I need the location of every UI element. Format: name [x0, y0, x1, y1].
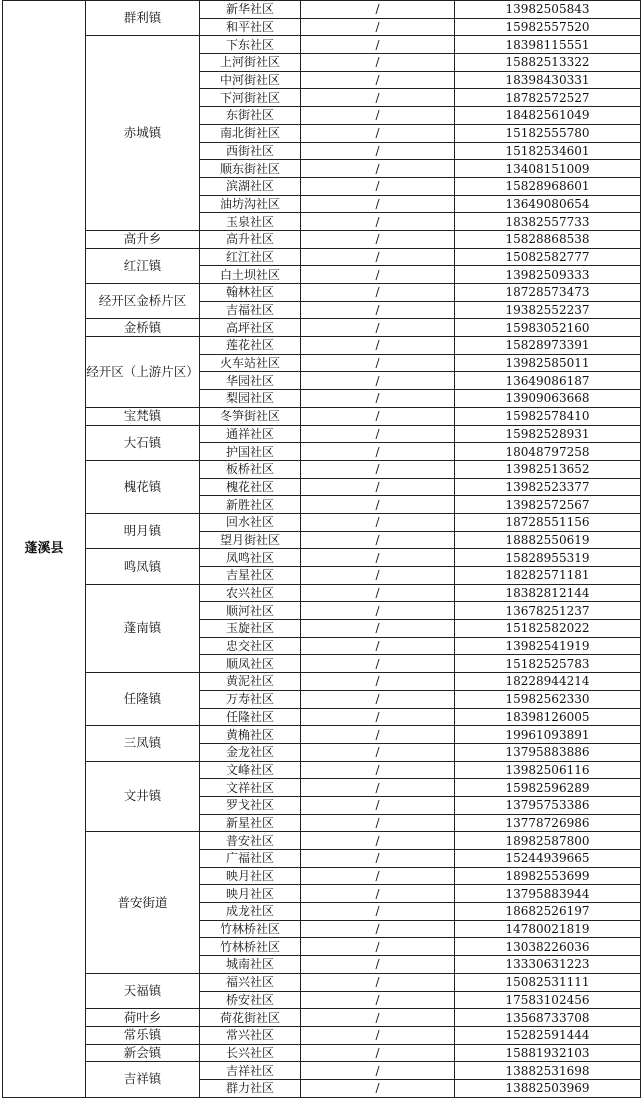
- phone-cell: 18782572527: [455, 89, 641, 107]
- community-cell: 新华社区: [200, 1, 301, 19]
- town-cell: 经开区金桥片区: [86, 284, 200, 319]
- slash-cell: /: [301, 885, 455, 903]
- community-cell: 梨园社区: [200, 390, 301, 408]
- phone-cell: 15828868538: [455, 230, 641, 248]
- phone-cell: 15983052160: [455, 319, 641, 337]
- community-cell: 黄泥社区: [200, 673, 301, 691]
- slash-cell: /: [301, 425, 455, 443]
- slash-cell: /: [301, 850, 455, 868]
- community-cell: 下东社区: [200, 36, 301, 54]
- community-cell: 城南社区: [200, 956, 301, 974]
- phone-cell: 18398126005: [455, 708, 641, 726]
- community-cell: 东街社区: [200, 107, 301, 125]
- slash-cell: /: [301, 390, 455, 408]
- table-row: [3, 248, 641, 266]
- slash-cell: /: [301, 354, 455, 372]
- community-cell: 竹林桥社区: [200, 920, 301, 938]
- slash-cell: /: [301, 655, 455, 673]
- table-row: [3, 284, 641, 302]
- town-cell: 高升乡: [86, 230, 200, 248]
- phone-cell: 15182555780: [455, 124, 641, 142]
- community-cell: 西街社区: [200, 142, 301, 160]
- community-cell: 文祥社区: [200, 779, 301, 797]
- slash-cell: /: [301, 1009, 455, 1027]
- community-cell: 顺东街社区: [200, 160, 301, 178]
- community-cell: 普安社区: [200, 832, 301, 850]
- town-cell: 宝梵镇: [86, 407, 200, 425]
- phone-cell: 13038226036: [455, 938, 641, 956]
- phone-cell: 13568733708: [455, 1009, 641, 1027]
- community-cell: 翰林社区: [200, 284, 301, 302]
- slash-cell: /: [301, 407, 455, 425]
- table-body: [3, 1, 641, 1098]
- phone-cell: 18282571181: [455, 567, 641, 585]
- table-row: [3, 513, 641, 531]
- slash-cell: /: [301, 372, 455, 390]
- community-cell: 长兴社区: [200, 1044, 301, 1062]
- community-cell: 竹林桥社区: [200, 938, 301, 956]
- town-cell: 三凤镇: [86, 726, 200, 761]
- table-row: [3, 1, 641, 19]
- slash-cell: /: [301, 991, 455, 1009]
- slash-cell: /: [301, 903, 455, 921]
- community-cell: 护国社区: [200, 443, 301, 461]
- community-cell: 新星社区: [200, 814, 301, 832]
- table-row: [3, 549, 641, 567]
- slash-cell: /: [301, 1062, 455, 1080]
- community-cell: 油坊沟社区: [200, 195, 301, 213]
- slash-cell: /: [301, 708, 455, 726]
- town-cell: 群利镇: [86, 1, 200, 36]
- community-cell: 吉星社区: [200, 567, 301, 585]
- table-row: [3, 973, 641, 991]
- community-cell: 南北街社区: [200, 124, 301, 142]
- county-cell: 蓬溪县: [3, 1, 86, 1098]
- table-row: [3, 761, 641, 779]
- slash-cell: /: [301, 18, 455, 36]
- phone-cell: 15082531111: [455, 973, 641, 991]
- community-cell: 常兴社区: [200, 1026, 301, 1044]
- table-row: [3, 407, 641, 425]
- community-cell: 罗戈社区: [200, 796, 301, 814]
- community-cell: 玉旋社区: [200, 620, 301, 638]
- table-row: [3, 673, 641, 691]
- phone-cell: 15882513322: [455, 54, 641, 72]
- slash-cell: /: [301, 142, 455, 160]
- contact-table: [2, 0, 641, 1098]
- slash-cell: /: [301, 177, 455, 195]
- phone-cell: 13982541919: [455, 637, 641, 655]
- phone-cell: 18398115551: [455, 36, 641, 54]
- community-cell: 金龙社区: [200, 743, 301, 761]
- community-cell: 忠交社区: [200, 637, 301, 655]
- phone-cell: 19961093891: [455, 726, 641, 744]
- community-cell: 白土坝社区: [200, 266, 301, 284]
- phone-cell: 15182582022: [455, 620, 641, 638]
- slash-cell: /: [301, 779, 455, 797]
- community-cell: 任隆社区: [200, 708, 301, 726]
- community-cell: 顺凤社区: [200, 655, 301, 673]
- slash-cell: /: [301, 266, 455, 284]
- slash-cell: /: [301, 743, 455, 761]
- phone-cell: 18682526197: [455, 903, 641, 921]
- phone-cell: 15082582777: [455, 248, 641, 266]
- community-cell: 高坪社区: [200, 319, 301, 337]
- table-row: [3, 726, 641, 744]
- table-row: [3, 337, 641, 355]
- town-cell: 吉祥镇: [86, 1062, 200, 1097]
- phone-cell: 13795883886: [455, 743, 641, 761]
- phone-cell: 18728573473: [455, 284, 641, 302]
- community-cell: 凤鸣社区: [200, 549, 301, 567]
- slash-cell: /: [301, 248, 455, 266]
- slash-cell: /: [301, 602, 455, 620]
- community-cell: 冬笋街社区: [200, 407, 301, 425]
- slash-cell: /: [301, 107, 455, 125]
- community-cell: 望月街社区: [200, 531, 301, 549]
- slash-cell: /: [301, 337, 455, 355]
- table-row: [3, 1009, 641, 1027]
- phone-cell: 15881932103: [455, 1044, 641, 1062]
- town-cell: 槐花镇: [86, 460, 200, 513]
- slash-cell: /: [301, 36, 455, 54]
- town-cell: 金桥镇: [86, 319, 200, 337]
- phone-cell: 18382812144: [455, 584, 641, 602]
- slash-cell: /: [301, 443, 455, 461]
- phone-cell: 13982523377: [455, 478, 641, 496]
- community-cell: 高升社区: [200, 230, 301, 248]
- phone-cell: 15182525783: [455, 655, 641, 673]
- slash-cell: /: [301, 620, 455, 638]
- phone-cell: 18728551156: [455, 513, 641, 531]
- community-cell: 群力社区: [200, 1079, 301, 1097]
- community-cell: 万寿社区: [200, 690, 301, 708]
- table-row: [3, 1062, 641, 1080]
- phone-cell: 13649080654: [455, 195, 641, 213]
- slash-cell: /: [301, 1044, 455, 1062]
- community-cell: 板桥社区: [200, 460, 301, 478]
- town-cell: 大石镇: [86, 425, 200, 460]
- town-cell: 经开区（上游片区）: [86, 337, 200, 408]
- town-cell: 普安街道: [86, 832, 200, 974]
- table-row: [3, 1026, 641, 1044]
- slash-cell: /: [301, 549, 455, 567]
- phone-cell: 13778726986: [455, 814, 641, 832]
- slash-cell: /: [301, 637, 455, 655]
- phone-cell: 13982572567: [455, 496, 641, 514]
- phone-cell: 15182534601: [455, 142, 641, 160]
- community-cell: 成龙社区: [200, 903, 301, 921]
- table-row: [3, 1044, 641, 1062]
- community-cell: 上河街社区: [200, 54, 301, 72]
- phone-cell: 13982585011: [455, 354, 641, 372]
- slash-cell: /: [301, 319, 455, 337]
- town-cell: 红江镇: [86, 248, 200, 283]
- phone-cell: 15244939665: [455, 850, 641, 868]
- slash-cell: /: [301, 496, 455, 514]
- phone-cell: 13982509333: [455, 266, 641, 284]
- community-cell: 回水社区: [200, 513, 301, 531]
- slash-cell: /: [301, 920, 455, 938]
- community-cell: 莲花社区: [200, 337, 301, 355]
- slash-cell: /: [301, 1026, 455, 1044]
- town-cell: 新会镇: [86, 1044, 200, 1062]
- community-cell: 映月社区: [200, 867, 301, 885]
- phone-cell: 15282591444: [455, 1026, 641, 1044]
- phone-cell: 19382552237: [455, 301, 641, 319]
- slash-cell: /: [301, 956, 455, 974]
- town-cell: 天福镇: [86, 973, 200, 1008]
- slash-cell: /: [301, 938, 455, 956]
- community-cell: 玉泉社区: [200, 213, 301, 231]
- slash-cell: /: [301, 71, 455, 89]
- town-cell: 文井镇: [86, 761, 200, 832]
- slash-cell: /: [301, 160, 455, 178]
- slash-cell: /: [301, 124, 455, 142]
- slash-cell: /: [301, 761, 455, 779]
- slash-cell: /: [301, 230, 455, 248]
- phone-cell: 15982578410: [455, 407, 641, 425]
- phone-cell: 15982596289: [455, 779, 641, 797]
- phone-cell: 17583102456: [455, 991, 641, 1009]
- slash-cell: /: [301, 584, 455, 602]
- slash-cell: /: [301, 89, 455, 107]
- community-cell: 吉福社区: [200, 301, 301, 319]
- slash-cell: /: [301, 478, 455, 496]
- phone-cell: 18882550619: [455, 531, 641, 549]
- community-cell: 文峰社区: [200, 761, 301, 779]
- community-cell: 火车站社区: [200, 354, 301, 372]
- phone-cell: 15828968601: [455, 177, 641, 195]
- table-row: [3, 832, 641, 850]
- slash-cell: /: [301, 195, 455, 213]
- community-cell: 吉祥社区: [200, 1062, 301, 1080]
- phone-cell: 15828973391: [455, 337, 641, 355]
- phone-cell: 18228944214: [455, 673, 641, 691]
- community-cell: 福兴社区: [200, 973, 301, 991]
- phone-cell: 13795753386: [455, 796, 641, 814]
- slash-cell: /: [301, 726, 455, 744]
- slash-cell: /: [301, 690, 455, 708]
- slash-cell: /: [301, 973, 455, 991]
- slash-cell: /: [301, 213, 455, 231]
- phone-cell: 15828955319: [455, 549, 641, 567]
- community-cell: 荷花街社区: [200, 1009, 301, 1027]
- community-cell: 华园社区: [200, 372, 301, 390]
- table-row: [3, 230, 641, 248]
- slash-cell: /: [301, 1, 455, 19]
- phone-cell: 13649086187: [455, 372, 641, 390]
- phone-cell: 15982528931: [455, 425, 641, 443]
- table-row: [3, 425, 641, 443]
- phone-cell: 13982506116: [455, 761, 641, 779]
- phone-cell: 13795883944: [455, 885, 641, 903]
- phone-cell: 18982587800: [455, 832, 641, 850]
- community-cell: 红江社区: [200, 248, 301, 266]
- phone-cell: 18382557733: [455, 213, 641, 231]
- slash-cell: /: [301, 513, 455, 531]
- slash-cell: /: [301, 531, 455, 549]
- town-cell: 赤城镇: [86, 36, 200, 231]
- slash-cell: /: [301, 460, 455, 478]
- town-cell: 明月镇: [86, 513, 200, 548]
- slash-cell: /: [301, 567, 455, 585]
- phone-cell: 13882503969: [455, 1079, 641, 1097]
- slash-cell: /: [301, 796, 455, 814]
- town-cell: 常乐镇: [86, 1026, 200, 1044]
- community-cell: 桥安社区: [200, 991, 301, 1009]
- phone-cell: 13330631223: [455, 956, 641, 974]
- community-cell: 映月社区: [200, 885, 301, 903]
- community-cell: 黄桷社区: [200, 726, 301, 744]
- table-row: [3, 460, 641, 478]
- community-cell: 新胜社区: [200, 496, 301, 514]
- phone-cell: 13408151009: [455, 160, 641, 178]
- town-cell: 荷叶乡: [86, 1009, 200, 1027]
- slash-cell: /: [301, 284, 455, 302]
- table-row: [3, 319, 641, 337]
- community-cell: 滨湖社区: [200, 177, 301, 195]
- phone-cell: 13909063668: [455, 390, 641, 408]
- town-cell: 任隆镇: [86, 673, 200, 726]
- slash-cell: /: [301, 673, 455, 691]
- slash-cell: /: [301, 54, 455, 72]
- table-row: [3, 36, 641, 54]
- community-cell: 槐花社区: [200, 478, 301, 496]
- phone-cell: 15982557520: [455, 18, 641, 36]
- phone-cell: 14780021819: [455, 920, 641, 938]
- slash-cell: /: [301, 832, 455, 850]
- town-cell: 鸣凤镇: [86, 549, 200, 584]
- phone-cell: 13882531698: [455, 1062, 641, 1080]
- phone-cell: 13982505843: [455, 1, 641, 19]
- community-cell: 广福社区: [200, 850, 301, 868]
- phone-cell: 13678251237: [455, 602, 641, 620]
- phone-cell: 13982513652: [455, 460, 641, 478]
- phone-cell: 18398430331: [455, 71, 641, 89]
- slash-cell: /: [301, 1079, 455, 1097]
- slash-cell: /: [301, 301, 455, 319]
- community-cell: 通祥社区: [200, 425, 301, 443]
- slash-cell: /: [301, 814, 455, 832]
- community-cell: 中河街社区: [200, 71, 301, 89]
- phone-cell: 15982562330: [455, 690, 641, 708]
- slash-cell: /: [301, 867, 455, 885]
- community-cell: 和平社区: [200, 18, 301, 36]
- phone-cell: 18982553699: [455, 867, 641, 885]
- phone-cell: 18482561049: [455, 107, 641, 125]
- table-row: [3, 584, 641, 602]
- community-cell: 下河街社区: [200, 89, 301, 107]
- phone-cell: 18048797258: [455, 443, 641, 461]
- community-cell: 农兴社区: [200, 584, 301, 602]
- community-cell: 顺河社区: [200, 602, 301, 620]
- town-cell: 蓬南镇: [86, 584, 200, 672]
